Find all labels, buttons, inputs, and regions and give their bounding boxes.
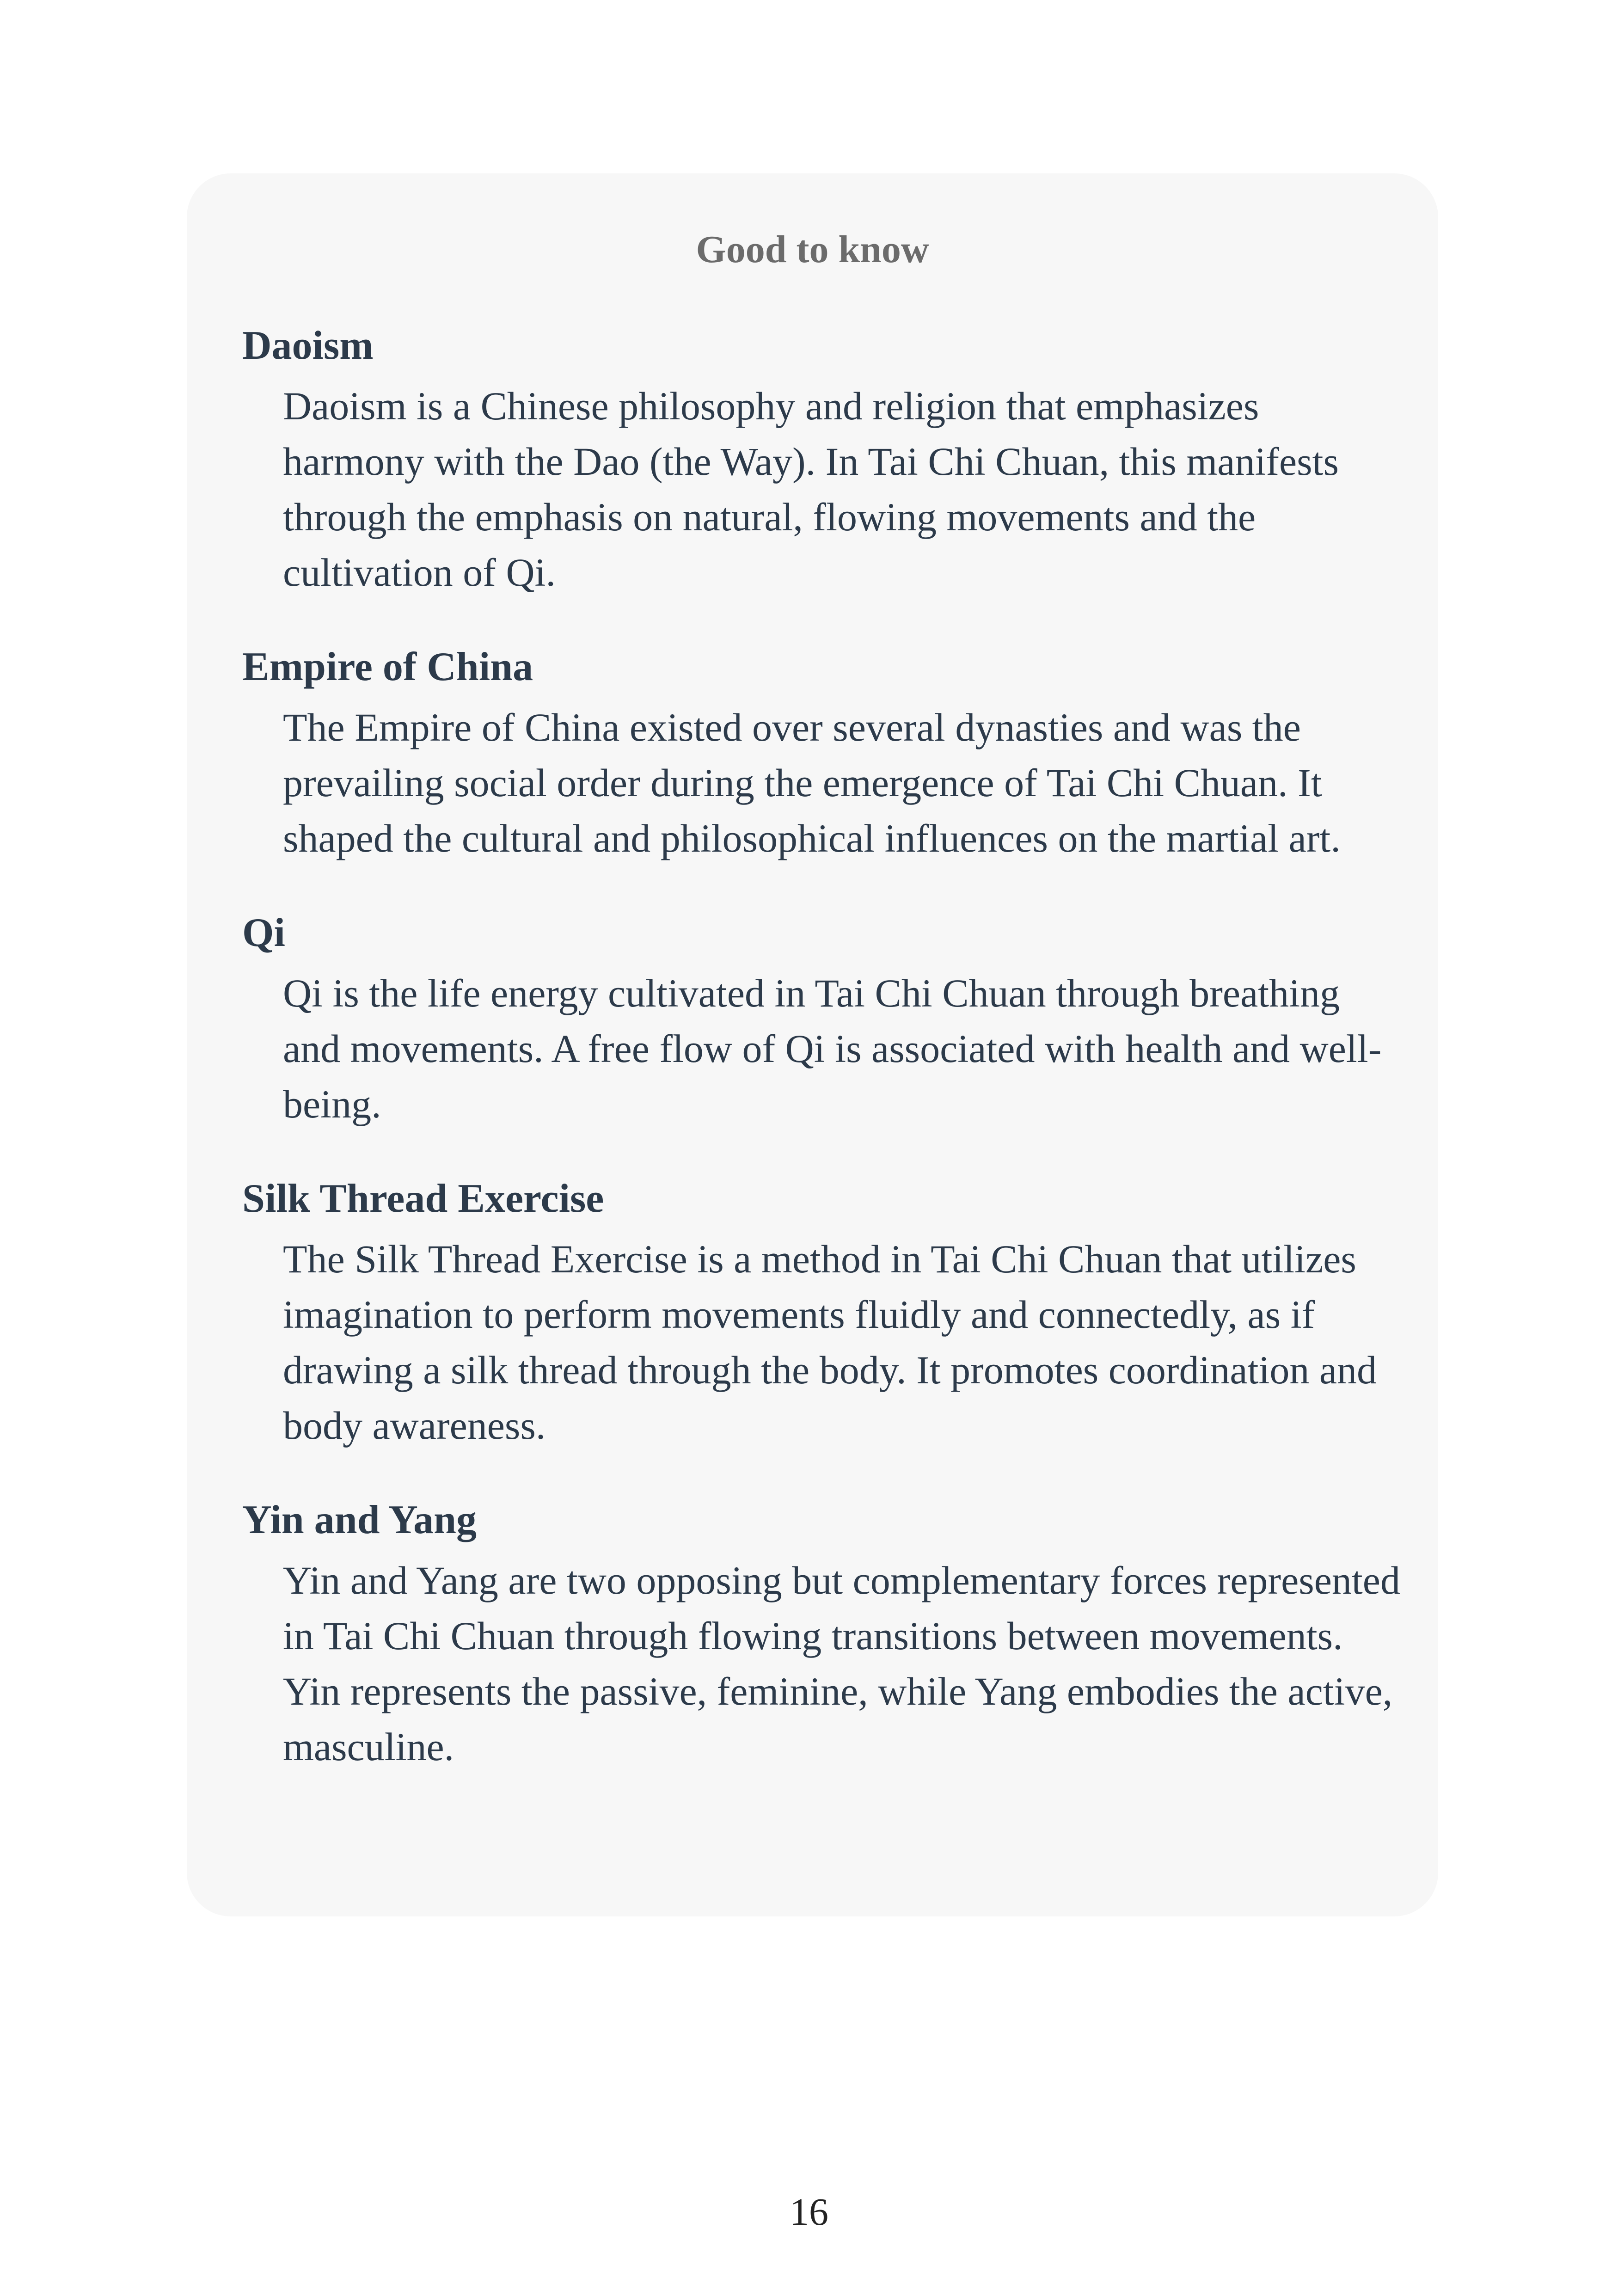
page-number: 16: [790, 2191, 828, 2234]
glossary-definition: Qi is the life energy cultivated in Tai Chi Chuan through breathing and movements. A free flow of Qi is associated with health and well-being.: [283, 971, 1382, 1126]
glossary-term: Daoism: [242, 323, 374, 368]
good-to-know-box: [187, 173, 1438, 1916]
glossary-entry: [242, 910, 1438, 1132]
glossary-entry: [242, 1176, 1438, 1453]
glossary-term: Silk Thread Exercise: [242, 1176, 604, 1221]
glossary-definition: The Empire of China existed over several dynasties and was the prevailing social order during the emergence of Tai Chi Chuan. It shaped the cultural and philosophical influences on the martial art.: [283, 705, 1341, 860]
glossary-term: Qi: [242, 910, 285, 955]
glossary-definition: Yin and Yang are two opposing but complementary forces represented in Tai Chi Chuan through flowing transitions between movements. Yin represents the passive, feminine, while Yang embodies the active, masculine.: [283, 1558, 1400, 1769]
glossary-term: Yin and Yang: [242, 1498, 477, 1542]
glossary-definition: Daoism is a Chinese philosophy and religion that emphasizes harmony with the Dao (the Way). In Tai Chi Chuan, this manifests through the emphasis on natural, flowing movements and the cultivation of Qi.: [283, 384, 1339, 595]
glossary-term: Empire of China: [242, 645, 533, 689]
glossary-entry: [242, 1497, 1438, 1774]
glossary-definition: The Silk Thread Exercise is a method in Tai Chi Chuan that utilizes imagination to perform movements fluidly and connectedly, as if drawing a silk thread through the body. It promotes coordination and body awareness.: [283, 1237, 1377, 1448]
glossary-list: [242, 323, 1438, 1774]
glossary-entry: [242, 644, 1438, 866]
box-title: Good to know: [696, 228, 929, 271]
glossary-entry: [242, 323, 1438, 600]
